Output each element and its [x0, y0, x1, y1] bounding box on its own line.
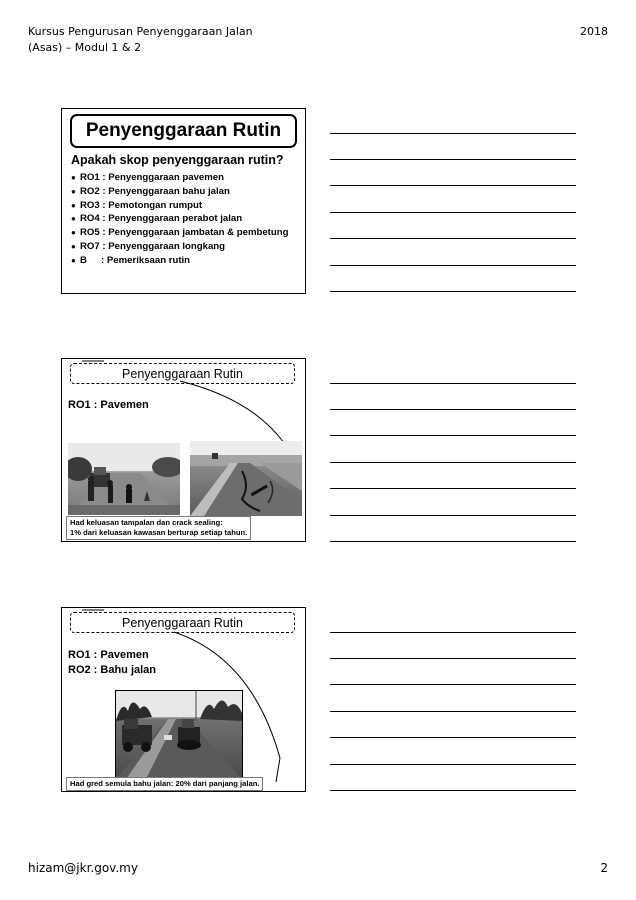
note-line [330, 435, 576, 436]
photo-shoulder-grading [115, 690, 243, 780]
bullet-icon: ● [71, 200, 76, 210]
slide-1 [61, 108, 306, 294]
slide-2-caption [66, 516, 251, 540]
note-line [330, 185, 576, 186]
item-code: B [80, 254, 87, 266]
note-line [330, 541, 576, 542]
note-line [330, 462, 576, 463]
note-line [330, 212, 576, 213]
item-text: Pemotongan rumput [108, 199, 203, 211]
course-title [28, 24, 253, 56]
note-line [330, 409, 576, 410]
note-line [330, 133, 576, 134]
slide-3-caption: Had gred semula bahu jalan: 20% dari panjang jalan. [66, 777, 263, 791]
crack-sealing-image [190, 441, 302, 516]
list-item [71, 254, 288, 268]
item-text: Penyenggaraan longkang [108, 240, 226, 252]
slide-3-subtitle-2: RO2 : Bahu jalan [68, 664, 157, 676]
road-workers-image [68, 443, 180, 515]
header-year: 2018 [580, 25, 608, 38]
item-code: RO2 : [80, 185, 106, 197]
bullet-icon: ● [71, 228, 76, 238]
item-code: RO3 : [80, 199, 106, 211]
note-line [330, 764, 576, 765]
note-line [330, 632, 576, 633]
photo-road-workers [68, 443, 180, 515]
slide-2 [61, 358, 306, 542]
note-line [330, 790, 576, 791]
list-item [71, 226, 288, 240]
page-number: 2 [600, 861, 608, 875]
note-line [330, 159, 576, 160]
course-title-line1: Kursus Pengurusan Penyenggaraan Jalan [28, 25, 253, 38]
slide-1-title: Penyenggaraan Rutin [70, 114, 297, 148]
shoulder-grading-image [116, 691, 242, 779]
item-text: : Pemeriksaan rutin [101, 254, 191, 266]
bullet-icon: ● [71, 173, 76, 182]
list-item [71, 171, 288, 185]
note-line [330, 291, 576, 292]
note-line [330, 265, 576, 266]
list-item [71, 185, 288, 199]
slide-1-question: Apakah skop penyenggaraan rutin? [71, 153, 284, 167]
course-title-line2: (Asas) – Modul 1 & 2 [28, 41, 142, 54]
bullet-icon: ● [71, 241, 76, 251]
footer-email: hizam@jkr.gov.my [28, 861, 138, 875]
slide-3-subtitle-1: RO1 : Pavemen [68, 649, 149, 661]
scope-list [71, 171, 288, 268]
note-line [330, 488, 576, 489]
item-code: RO7 : [80, 240, 106, 252]
item-code: RO1 : [80, 172, 106, 183]
list-item [71, 212, 288, 226]
slide-2-subtitle: RO1 : Pavemen [68, 399, 149, 411]
item-text: Penyenggaraan perabot jalan [108, 213, 243, 225]
list-item [71, 199, 288, 213]
bullet-icon: ● [71, 214, 76, 224]
note-line [330, 383, 576, 384]
note-line [330, 515, 576, 516]
item-code: RO4 : [80, 213, 106, 225]
slide-2-caption-line1: Had keluasan tampalan dan crack sealing: [70, 518, 223, 527]
item-text: Penyenggaraan pavemen [108, 172, 224, 183]
slide-3 [61, 607, 306, 792]
note-line [330, 658, 576, 659]
list-item [71, 240, 288, 254]
bullet-icon: ● [71, 255, 76, 265]
slide-3-title: Penyenggaraan Rutin [70, 612, 295, 633]
photo-crack-sealing [190, 441, 302, 516]
item-text: Penyenggaraan jambatan & pembetung [108, 227, 289, 239]
slide-2-title: Penyenggaraan Rutin [70, 363, 295, 384]
slide-2-caption-line2: 1% dari keluasan kawasan berturap setiap tahun. [70, 528, 248, 537]
item-code: RO5 : [80, 227, 106, 239]
note-line [330, 238, 576, 239]
item-text: Penyenggaraan bahu jalan [108, 185, 230, 197]
note-line [330, 684, 576, 685]
note-line [330, 737, 576, 738]
bullet-icon: ● [71, 186, 76, 196]
note-line [330, 711, 576, 712]
